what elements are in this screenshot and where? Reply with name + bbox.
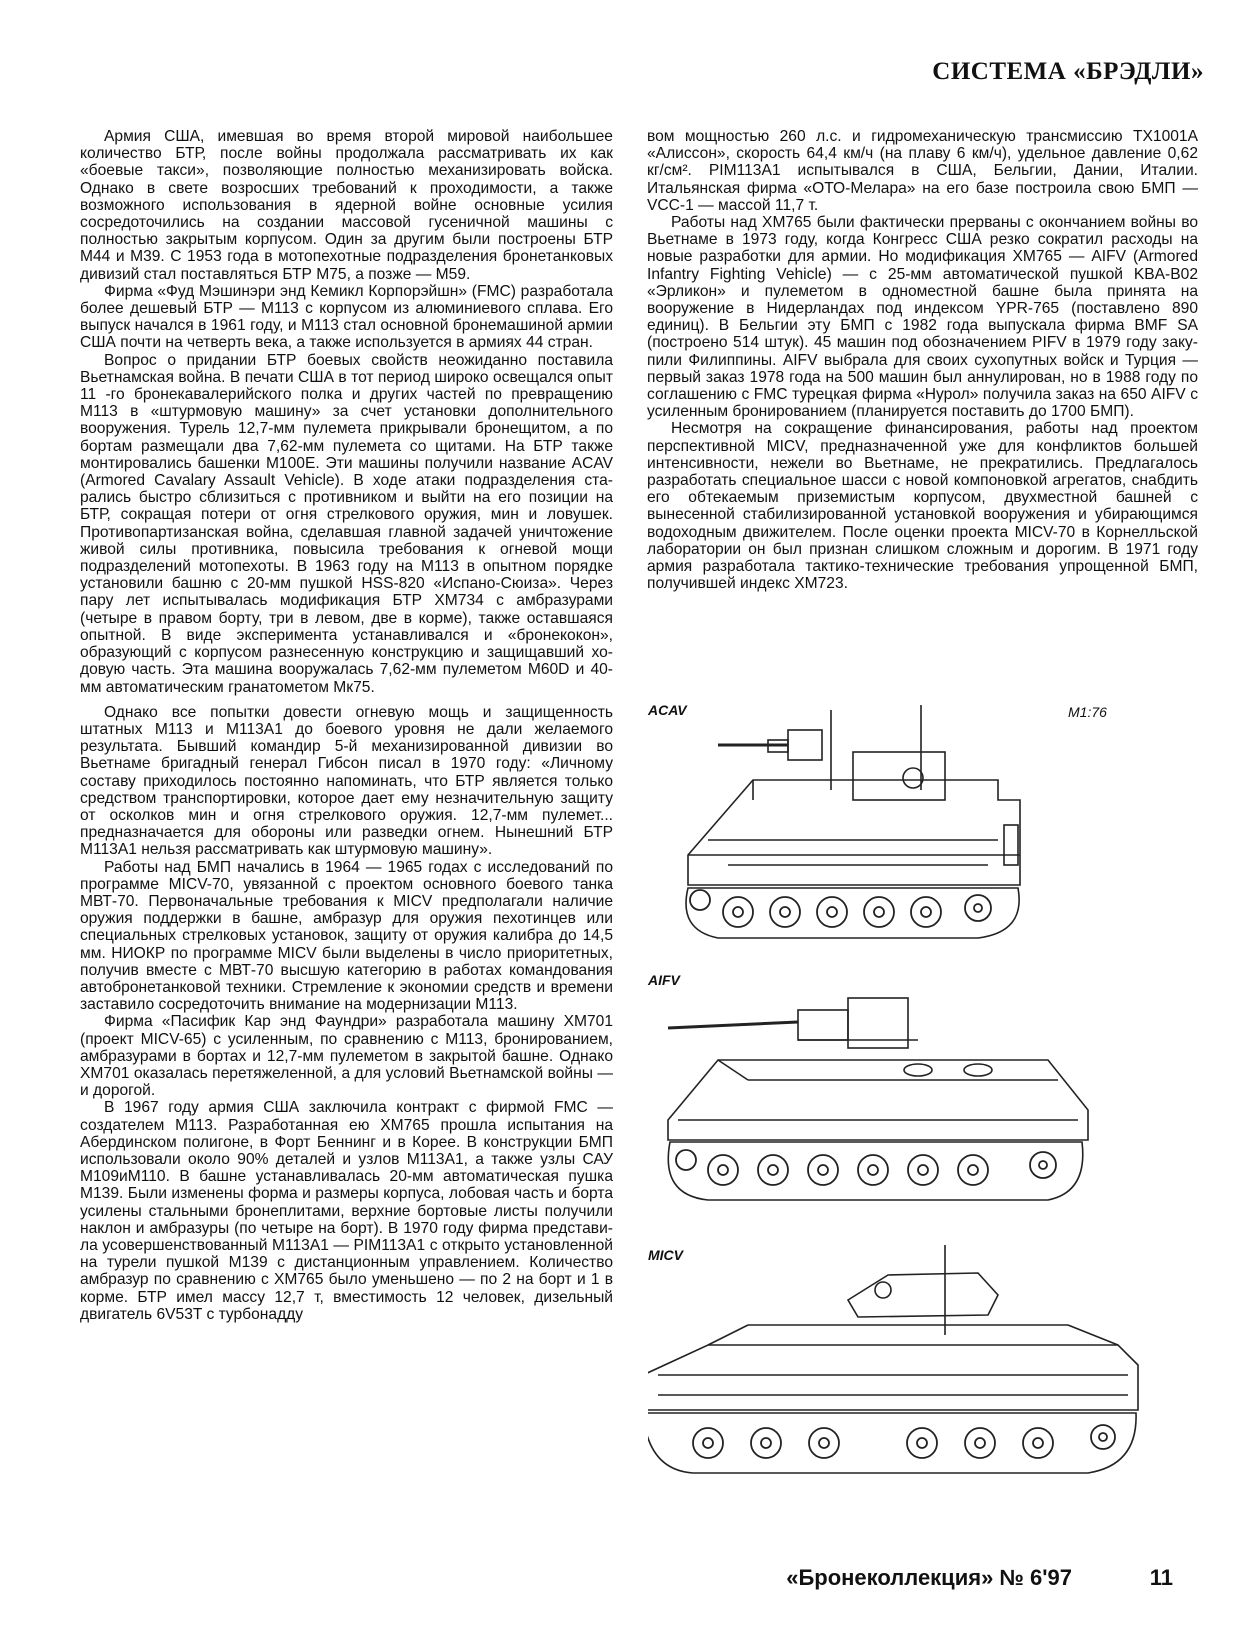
scale-label: M1:76 xyxy=(1068,704,1107,720)
paragraph: Однако все попытки довести огневую мощь и защищенность штатных М113 и М113А1 до боевого уровня не дали желаемого результата. Бывший командир 5-й механизированной дивизии во Вьетнаме бригадный генерал Гибсон писал в 1970 году: «Личному составу приходилось постоянно напоминать, что БТР является только средством транспортировки, которое дает ему незначительную защиту от осколков мин и огня стрелкового оружия. 12,7-мм пулемет... предназначается для обороны или разведки огнем. Нынешний БТР М113А1 нельзя рассматривать как штурмовую машину». xyxy=(80,703,613,859)
acav-label: ACAV xyxy=(648,702,687,718)
page-number: 11 xyxy=(1149,1565,1173,1590)
page-title: СИСТЕМА «БРЭДЛИ» xyxy=(932,58,1204,85)
acav-figure xyxy=(648,700,1208,950)
paragraph: Вопрос о придании БТР боевых свойств неожиданно поставила Вьетнамская война. В печати США в тот период широко освещался опыт 11 -го бронекавалерийского полка и других частей по превращению М113 в «штурмовую машину» за счет установки дополнительного вооружения. Турель 12,7-мм пулемета прикрывали бронещитом, а по бортам размещали два 7,62-мм пулемета со щитами. На БТР также монтировались башенки М100Е. Эти машины получили название ACAV (Armored Cavalary Assault Vehicle). В ходе атаки подразделения старались быстро сблизиться с противником и выйти на его позиции на БТР, сокращая потери от огня стрелкового оружия, мин и ловушек. Противопартизанская война, сделавшая главной задачей уничтожение живой силы противника, повысила требования к огневой мощи подразделений мотопехоты. В 1963 году на М113 в опытном порядке установили башню с 20-мм пушкой HSS-820 «Испано-Сюиза». Через пару лет испытывалась модификация БТР ХМ734 с амбразурами (четыре в правом борту, три в левом, две в корме), также оставшаяся опытной. В виде эксперимента устанавливался и «бронекокон», образующий с корпусом разнесенную конструкцию и защищавший ходовую часть. Эта машина вооружалась 7,62-мм пулеметом M60D и 40-мм автоматическим гранатометом Мк75. xyxy=(80,351,613,696)
micv-label: MICV xyxy=(648,1247,683,1263)
aifv-label: AIFV xyxy=(648,972,680,988)
paragraph: Работы над БМП начались в 1964 — 1965 годах с исследований по программе MICV-70, увязанной с проектом основного боевого танка МВТ-70. Первоначальные требования к MICV предполагали наличие оружия поддержки в башне, амбразур для оружия пехотинцев или специальных стрелковых установок, защиту от оружия калибра до 14,5 мм. НИОКР по программе MICV были выделены в число приоритетных, получив вместе с МВТ-70 высшую категорию в работах командования автобронетанковой техники. Стремление к экономии средств и времени заставило сосредоточить внимание на модернизации М113. xyxy=(80,858,613,1014)
paragraph: Фирма «Пасифик Кар энд Фаундри» разработала машину ХМ701 (проект MICV-65) с усиленным, по сравнению с М113, бронированием, амбразурами в бортах и 12,7-мм пулеметом в закрытой башне. Однако ХМ701 оказалась перетяжеленной, а для условий Вьетнамской войны — и дорогой. xyxy=(80,1013,613,1100)
micv-figure xyxy=(648,1245,1208,1480)
paragraph: Армия США, имевшая во время второй мировой наибольшее количество БТР, после войны продолжала рассматривать их как «боевые такси», позволяющие полностью механизировать войска. Однако в свете возросших требований к проходимости, а также возможного использования в ядерной войне основные усилия сосредоточились на создании массовой гусеничной машины с полностью закрытым корпусом. Один за другим были построены БТР М44 и М39. С 1953 года в мотопехотные подразделения бронетанковых дивизий стал поставляться БТР М75, а позже — М59. xyxy=(80,128,613,283)
paragraph: Фирма «Фуд Мэшинэри энд Кемикл Корпорэйшн» (FMC) разработала более дешевый БТР — М113 с корпусом из алюминиевого сплава. Его выпуск начался в 1961 году, и М113 стал основной бронемашиной армии США почти на четверть века, а также используется в армиях 44 стран. xyxy=(80,282,613,352)
left-text-column xyxy=(80,128,613,1323)
paragraph: вом мощностью 260 л.с. и гидромеханическую трансмиссию ТХ1001А «Алиссон», скорость 64,4 км/ч (на плаву 6 км/ч), удельное давление 0,62 кг/см². PIM113A1 испытывался в США, Бельгии, Дании, Италии. Итальянская фирма «ОТО-Мелара» на его базе построила свою БМП — VCC-1 — массой 11,7 т. xyxy=(647,128,1198,214)
paragraph: В 1967 году армия США заключила контракт с фирмой FMC — создателем М113. Разработанная ею ХМ765 прошла испытания на Абердинском полигоне, в Форт Беннинг и в Корее. В конструкции БМП использовали около 90% деталей и узлов М113А1, а также узлы САУ М109иМ110. В башне устанавливалась 20-мм автоматическая пушка М139. Были изменены форма и размеры корпуса, лобовая часть и борта усилены стальными бронеплитами, верхние бортовые листы получили наклон и амбразуры (по четыре на борт). В 1970 году фирма представила усовершенствованный М113А1 — PIM113A1 с открыто установленной на турели пушкой М139 с дистанционным управлением. Количество амбразур по сравнению с ХМ765 было уменьшено — по 2 на борт и 1 в корме. БТР имел массу 12,7 т, вместимость 12 человек, дизельный двигатель 6V53T с турбонадду xyxy=(80,1099,613,1323)
paragraph: Работы над ХМ765 были фактически прерваны с окончанием войны во Вьетнаме в 1973 году, когда Конгресс США резко сократил расходы на новые разработки для армии. Но модификация ХМ765 — AIFV (Armored Infantry Fighting Vehicle) — с 25-мм автоматической пушкой KBA-B02 «Эрликон» и пулеметом в одноместной башне была принята на вооружение в Нидерландах под индексом YPR-765 (поставлено 890 единиц). В Бельгии эту БМП с 1982 года выпускала фирма BMF SA (построено 514 штук). 45 машин под обозначением PIFV в 1979 году закупили Филиппины. AIFV выбрала для своих сухопутных войск и Турция — первый заказ 1978 года на 500 машин был аннулирован, но в 1988 году по соглашению с FMC турецкая фирма «Нурол» получила заказ на 650 AIFV с усиленным бронированием (планируется поставить до 1700 БМП). xyxy=(647,214,1198,421)
right-text-column xyxy=(647,128,1198,592)
aifv-figure xyxy=(648,970,1208,1210)
acav-drawing xyxy=(648,700,1208,950)
footer xyxy=(0,1565,1246,1595)
paragraph: Несмотря на сокращение финансирования, работы над проектом перспективной MICV, предназначенной уже для конфликтов большей интенсивности, нежели во Вьетнаме, не прекратились. Предлагалось разработать специальное шасси с новой компоновкой агрегатов, снабдить его обтекаемым приземистым корпусом, двухместной башней с вынесенной стабилизированной установкой вооружения и убирающимся водоходным движителем. После оценки проекта MICV-70 в Корнелльской лаборатории он был признан слишком сложным и дорогим. В 1971 году армия разработала тактико-технические требования упрощенной БМП, получившей индекс ХМ723. xyxy=(647,420,1198,593)
aifv-drawing xyxy=(648,970,1208,1210)
magazine-title: «Бронеколлекция» № 6'97 xyxy=(786,1565,1072,1590)
micv-drawing xyxy=(648,1245,1208,1480)
